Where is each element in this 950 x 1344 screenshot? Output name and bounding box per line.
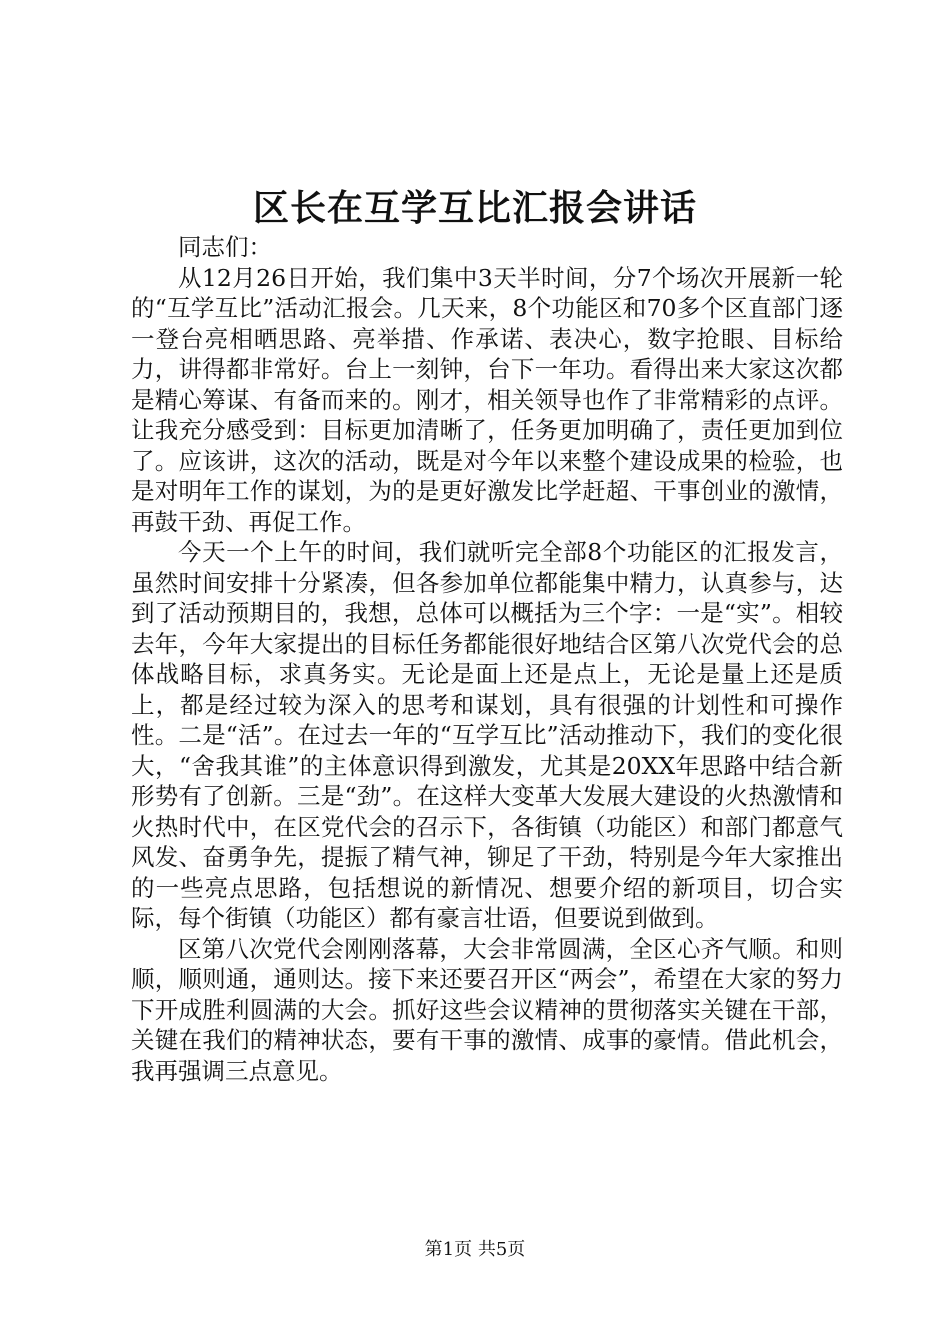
- paragraph-1: 从12月26日开始，我们集中3天半时间，分7个场次开展新一轮的“互学互比”活动汇报会。几天来，8个功能区和70多个区直部门逐一登台亮相晒思路、亮举措、作承诺、表决心，数字抢眼、目标给力，讲得都非常好。台上一刻钟，台下一年功。看得出来大家这次都是精心筹谋、有备而来的。刚才，相关领导也作了非常精彩的点评。让我充分感受到：目标更加清晰了，任务更加明确了，责任更加到位了。应该讲，这次的活动，既是对今年以来整个建设成果的检验，也是对明年工作的谋划，为的是更好激发比学赶超、干事创业的激情，再鼓干劲、再促工作。: [131, 263, 843, 536]
- page-number-footer: 第1页 共5页: [424, 1239, 526, 1260]
- paragraph-2: 今天一个上午的时间，我们就听完全部8个功能区的汇报发言，虽然时间安排十分紧凑，但各参加单位都能集中精力，认真参与，达到了活动预期目的，我想，总体可以概括为三个字：一是“实”。相较去年，今年大家提出的目标任务都能很好地结合区第八次党代会的总体战略目标，求真务实。无论是面上还是点上，无论是量上还是质上，都是经过较为深入的思考和谋划，具有很强的计划性和可操作性。二是“活”。在过去一年的“互学互比”活动推动下，我们的变化很大，“舍我其谁”的主体意识得到激发，尤其是20XX年思路中结合新形势有了创新。三是“劲”。在这样大变革大发展大建设的火热激情和火热时代中，在区党代会的召示下，各街镇（功能区）和部门都意气风发、奋勇争先，提振了精气神，铆足了干劲，特别是今年大家推出的一些亮点思路，包括想说的新情况、想要介绍的新项目，切合实际，每个街镇（功能区）都有豪言壮语，但要说到做到。: [131, 538, 843, 932]
- document-body: [131, 232, 843, 1086]
- salutation: 同志们：: [178, 233, 272, 261]
- paragraph-3: 区第八次党代会刚刚落幕，大会非常圆满，全区心齐气顺。和则顺，顺则通，通则达。接下来还要召开区“两会”，希望在大家的努力下开成胜利圆满的大会。抓好这些会议精神的贯彻落实关键在干部，关键在我们的精神状态，要有干事的激情、成事的豪情。借此机会，我再强调三点意见。: [131, 934, 843, 1085]
- document-title: 区长在互学互比汇报会讲话: [252, 187, 697, 229]
